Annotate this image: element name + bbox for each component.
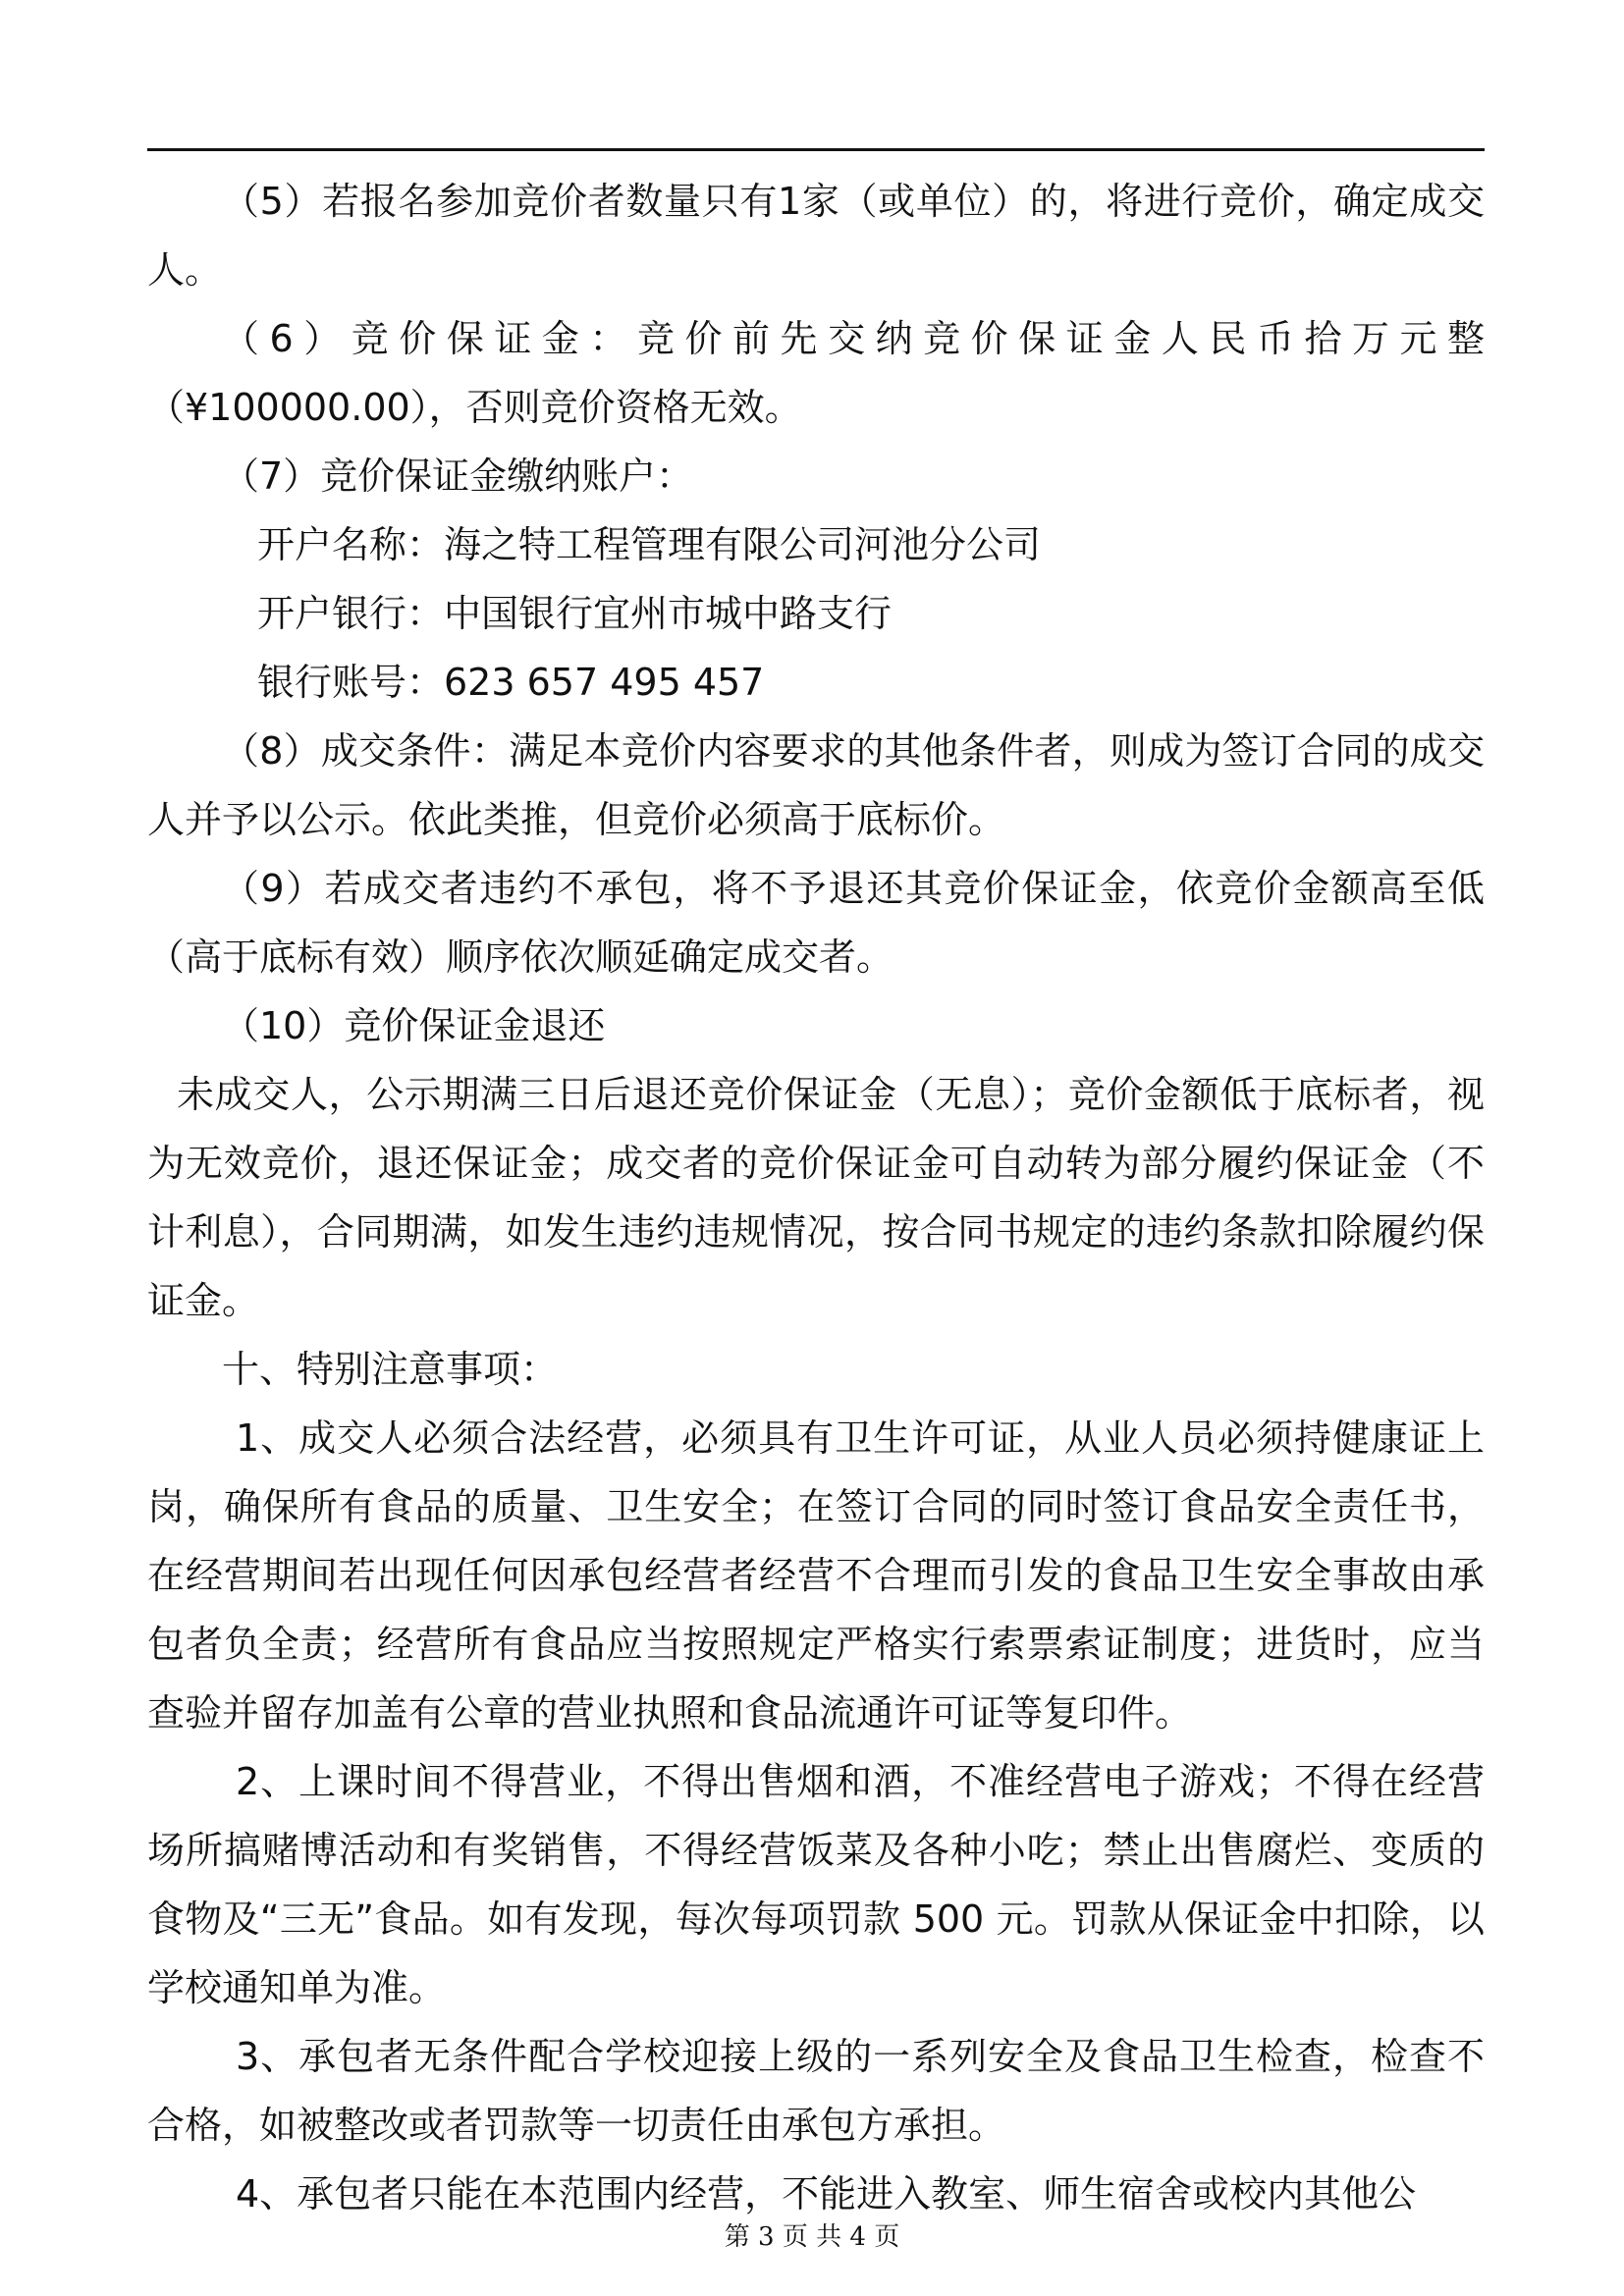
account-bank: 开户银行：中国银行宜州市城中路支行	[257, 592, 893, 635]
paragraph-6: （6）竞价保证金：竞价前先交纳竞价保证金人民币拾万元整（¥100000.00），否则竞价资格无效。	[147, 317, 1485, 429]
refund-paragraph: 未成交人，公示期满三日后退还竞价保证金（无息）；竞价金额低于底标者，视为无效竞价，退还保证金；成交者的竞价保证金可自动转为部分履约保证金（不计利息），合同期满，如发生违约违规情况，按合同书规定的违约条款扣除履约保证金。	[147, 1073, 1485, 1322]
section-heading-10: 十、特别注意事项：	[222, 1348, 559, 1391]
paragraph-10: （10）竞价保证金退还	[222, 1004, 606, 1047]
page-footer: 第 3 页 共 4 页	[724, 2222, 900, 2252]
body-text	[147, 167, 1485, 2228]
account-number: 银行账号：623 657 495 457	[257, 661, 765, 704]
notice-item-4: 4、承包者只能在本范围内经营，不能进入教室、师生宿舍或校内其他公	[236, 2172, 1417, 2216]
account-name: 开户名称：海之特工程管理有限公司河池分公司	[257, 523, 1042, 566]
paragraph-7: （7）竞价保证金缴纳账户：	[222, 454, 694, 498]
notice-item-2: 2、上课时间不得营业，不得出售烟和酒，不准经营电子游戏；不得在经营场所搞赌博活动和有奖销售，不得经营饭菜及各种小吃；禁止出售腐烂、变质的食物及“三无”食品。如有发现，每次每项罚款 500 元。罚款从保证金中扣除，以学校通知单为准。	[147, 1760, 1485, 2009]
notice-item-1: 1、成交人必须合法经营，必须具有卫生许可证，从业人员必须持健康证上岗，确保所有食品的质量、卫生安全；在签订合同的同时签订食品安全责任书，在经营期间若出现任何因承包经营者经营不合理而引发的食品卫生安全事故由承包者负全责；经营所有食品应当按照规定严格实行索票索证制度；进货时，应当查验并留存加盖有公章的营业执照和食品流通许可证等复印件。	[147, 1416, 1485, 1735]
notice-item-3: 3、承包者无条件配合学校迎接上级的一系列安全及食品卫生检查，检查不合格，如被整改或者罚款等一切责任由承包方承担。	[147, 2035, 1485, 2147]
paragraph-9: （9）若成交者违约不承包，将不予退还其竞价保证金，依竞价金额高至低（高于底标有效）顺序依次顺延确定成交者。	[147, 867, 1485, 979]
paragraph-8: （8）成交条件：满足本竞价内容要求的其他条件者，则成为签订合同的成交人并予以公示。依此类推，但竞价必须高于底标价。	[147, 729, 1485, 841]
paragraph-5: （5）若报名参加竞价者数量只有1家（或单位）的，将进行竞价，确定成交人。	[147, 180, 1485, 292]
header-rule	[147, 148, 1485, 151]
